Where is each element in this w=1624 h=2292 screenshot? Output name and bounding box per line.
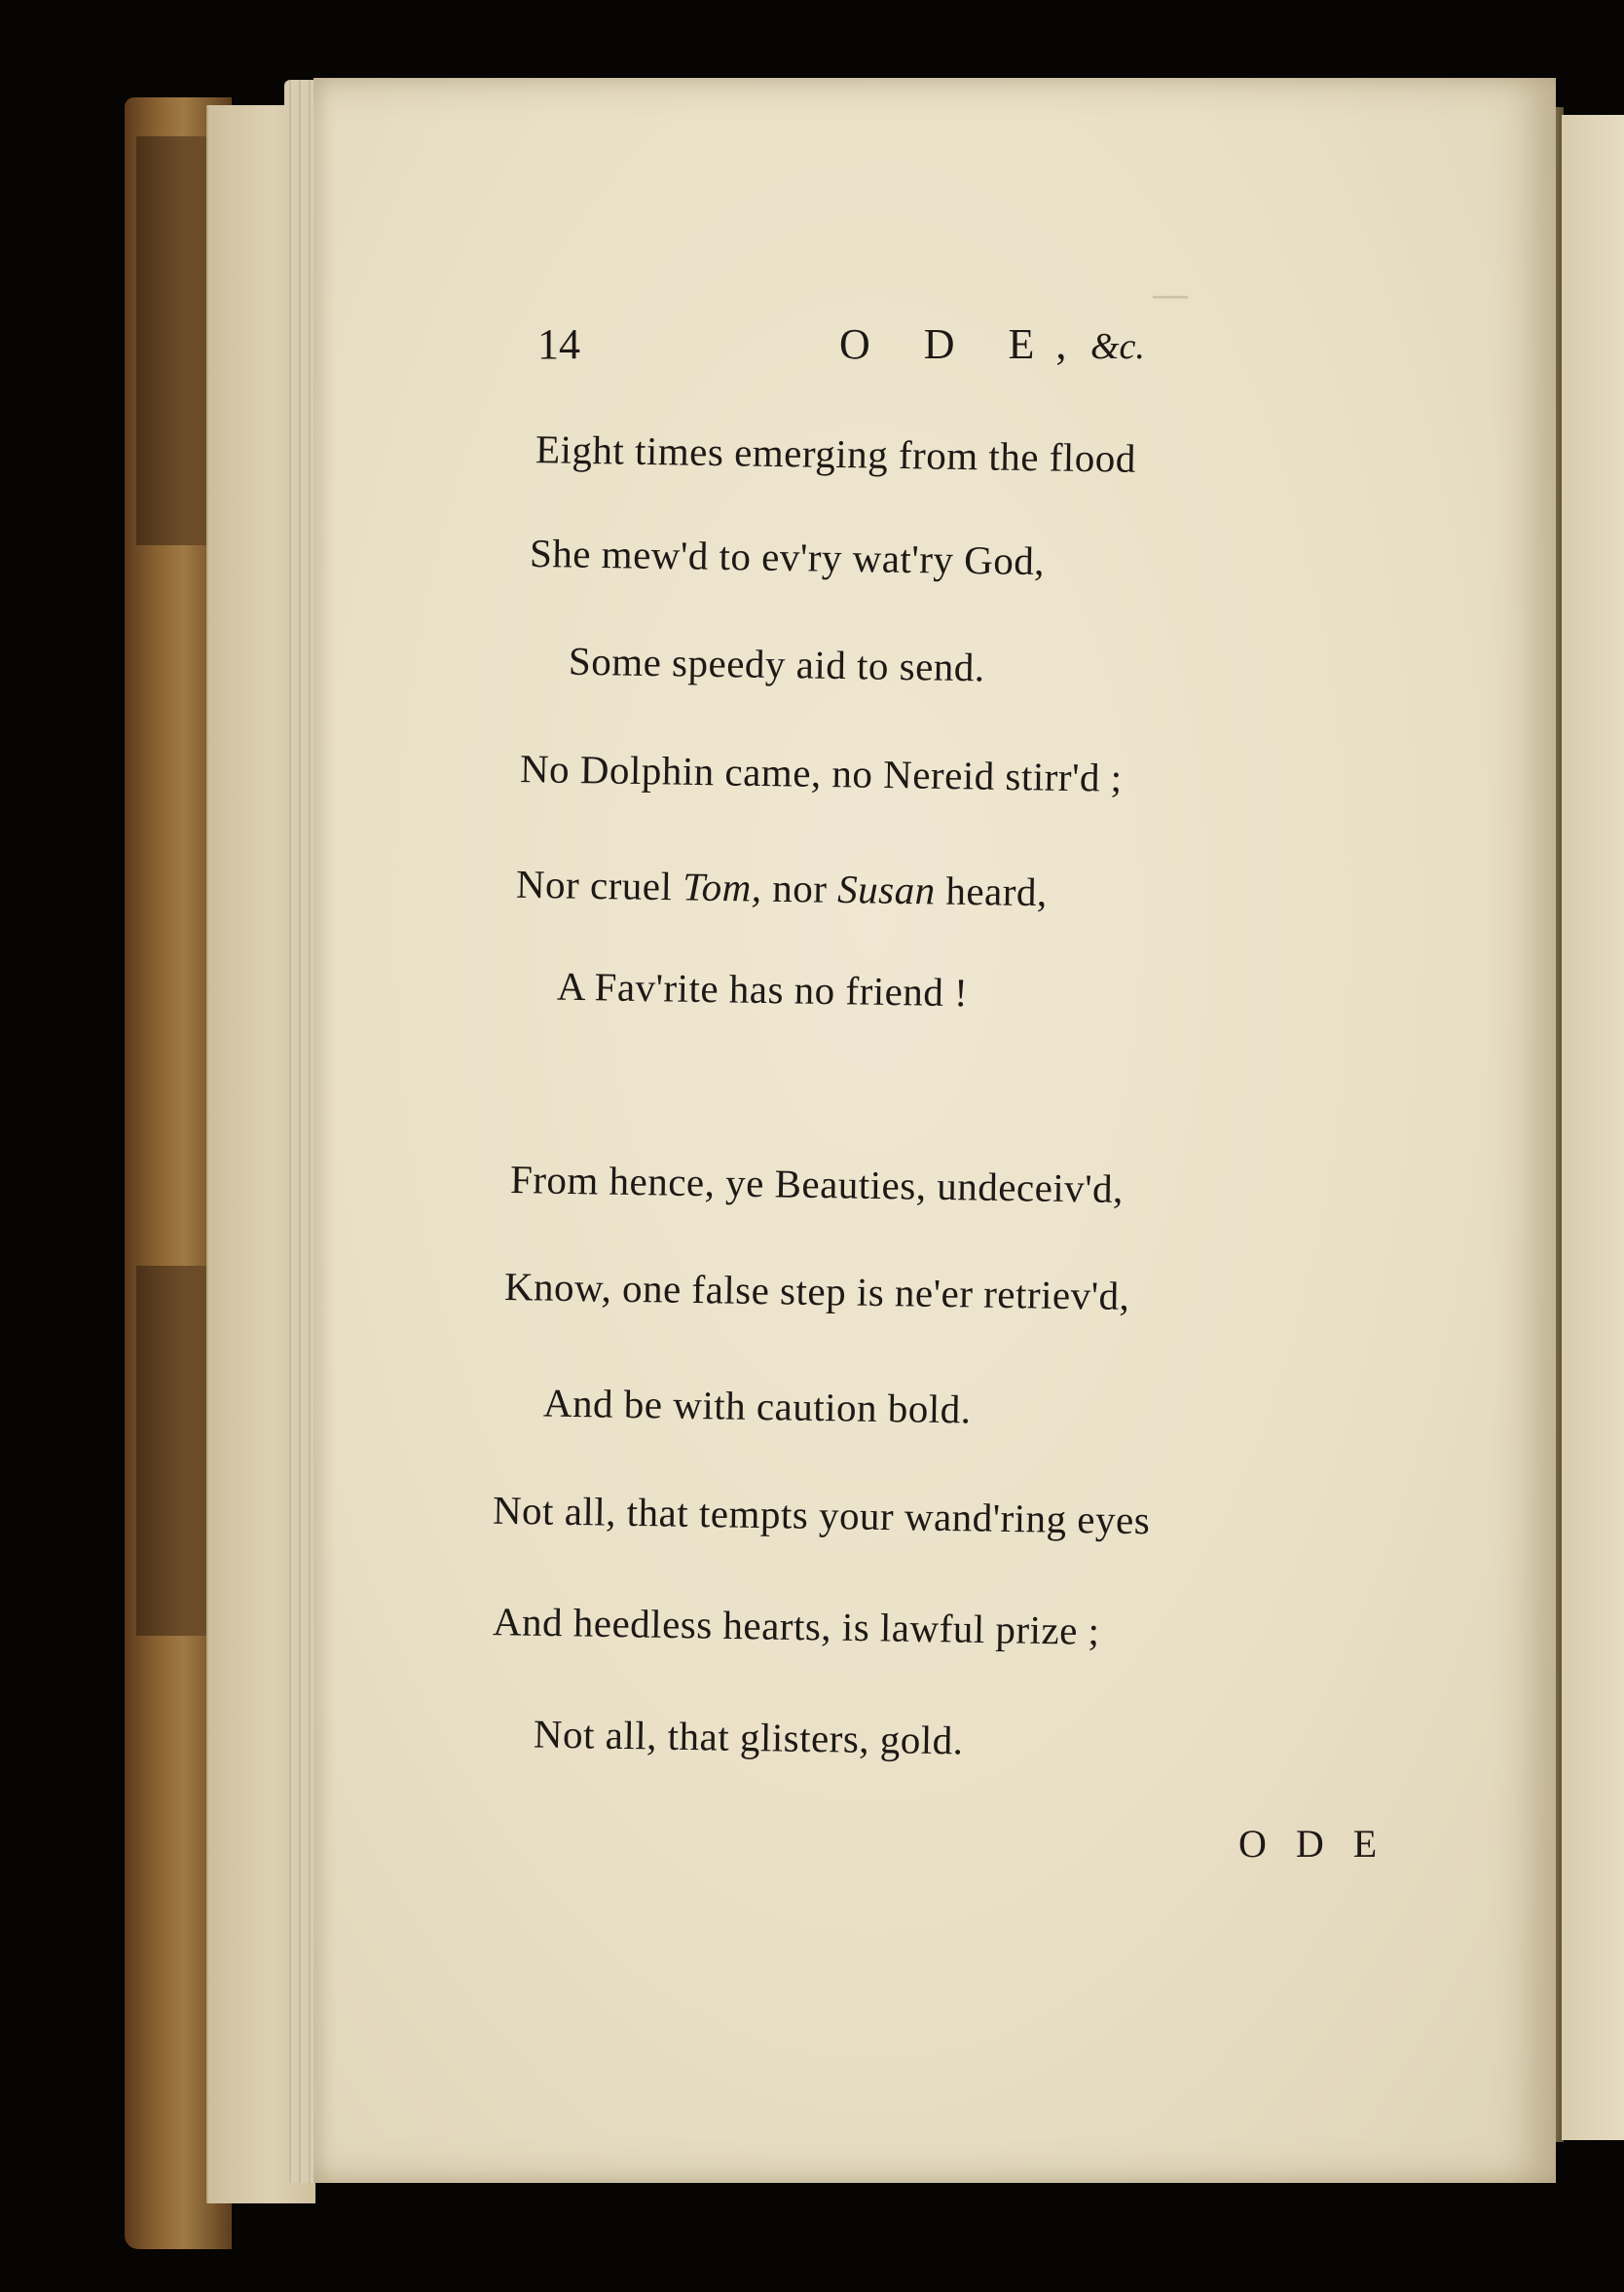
verse-line: No Dolphin came, no Nereid stirr'd ; — [519, 746, 1123, 800]
verse-line: And be with caution bold. — [542, 1380, 972, 1432]
page-number: 14 — [537, 320, 580, 368]
verse-line: She mew'd to ev'ry wat'ry God, — [529, 530, 1046, 584]
verse-line: Not all, that tempts your wand'ring eyes — [492, 1487, 1151, 1543]
verse-line: From hence, ye Beauties, undeceiv'd, — [509, 1157, 1125, 1211]
verse-line: A Fav'rite has no friend ! — [556, 963, 969, 1016]
verse-line: Not all, that glisters, gold. — [533, 1711, 964, 1763]
show-through: — — [1151, 273, 1190, 317]
verse-line: Some speedy aid to send. — [568, 638, 985, 690]
verse-line: Know, one false step is ne'er retriev'd, — [503, 1263, 1130, 1319]
character-name: Tom, — [682, 864, 762, 910]
book-page — [314, 78, 1556, 2183]
running-title: O D E, — [839, 320, 1089, 368]
verse-text: Nor cruel — [515, 861, 683, 909]
character-name: Susan — [836, 866, 937, 913]
verse-line: And heedless hearts, is lawful prize ; — [492, 1599, 1100, 1653]
facing-page-edge — [1562, 115, 1624, 2140]
verse-line: Eight times emerging from the flood — [535, 426, 1137, 481]
verse-text: heard, — [935, 868, 1049, 915]
running-title-suffix: &c. — [1090, 326, 1145, 367]
verse-line — [516, 861, 1048, 916]
catchword: O D E — [1238, 1822, 1387, 1866]
verse-text: nor — [761, 865, 838, 911]
